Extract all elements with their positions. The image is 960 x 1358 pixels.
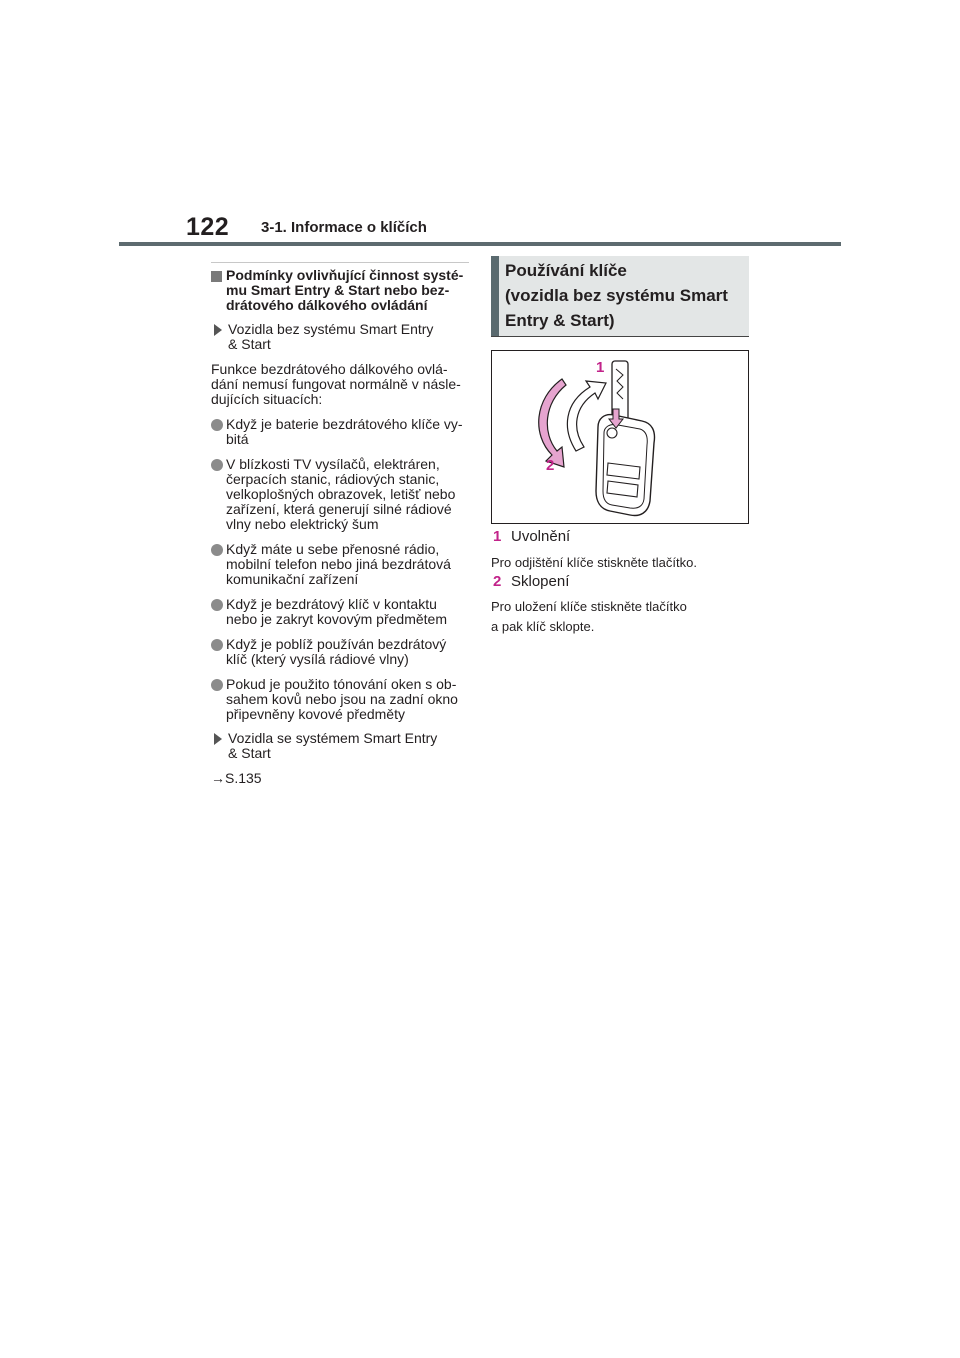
heading-line: Entry & Start)	[505, 311, 615, 330]
text-line: mobilní telefon nebo jiná bezdrátová	[226, 556, 451, 572]
vehicle-type-label	[228, 322, 433, 352]
step-2-description	[491, 597, 751, 637]
list-item	[211, 637, 469, 667]
text-line: V blízkosti TV vysílačů, elektráren,	[226, 456, 440, 472]
list-item-text	[226, 677, 458, 722]
vehicle-type-with-smart-entry	[211, 731, 469, 761]
text-line: klíč (který vysílá rádiové vlny)	[226, 651, 409, 667]
text-line: připevněny kovové předměty	[226, 706, 405, 722]
text-line: & Start	[228, 745, 271, 761]
text-line: Vozidla se systémem Smart Entry	[228, 730, 438, 746]
heading-line: drátového dálkového ovládání	[226, 297, 428, 313]
text-line: Když máte u sebe přenosné rádio,	[226, 541, 440, 557]
text-line: dujících situacích:	[211, 391, 323, 407]
text-line: komunikační zařízení	[226, 571, 359, 587]
key-usage-heading	[491, 256, 749, 337]
intro-paragraph	[211, 362, 469, 407]
text-line: vlny nebo elektrický šum	[226, 516, 379, 532]
heading-line: Používání klíče	[505, 261, 627, 280]
page-reference-link[interactable]: →S.135	[211, 770, 262, 786]
circle-bullet-icon	[211, 419, 223, 431]
conditions-heading	[211, 268, 469, 313]
text-line: Pokud je použito tónování oken s ob-	[226, 676, 457, 692]
square-bullet-icon	[211, 271, 222, 282]
text-line: Když je bezdrátový klíč v kontaktu	[226, 596, 437, 612]
text-line: velkoplošných obrazovek, letišť nebo	[226, 486, 456, 502]
list-item	[211, 542, 469, 587]
heading-accent-bar	[491, 256, 499, 336]
text-line: bitá	[226, 431, 249, 447]
text-line: Když je baterie bezdrátového klíče vy-	[226, 416, 463, 432]
list-item-text	[226, 417, 463, 447]
vehicle-type-without-smart-entry	[211, 322, 469, 352]
circle-bullet-icon	[211, 544, 223, 556]
text-line: Funkce bezdrátového dálkového ovlá-	[211, 361, 448, 377]
heading-line: Podmínky ovlivňující činnost systé-	[226, 267, 464, 283]
list-item-text	[226, 597, 447, 627]
circle-bullet-icon	[211, 679, 223, 691]
step-1	[493, 528, 570, 545]
list-item	[211, 597, 469, 627]
text-line: Vozidla bez systému Smart Entry	[228, 321, 434, 337]
list-item-text	[226, 457, 455, 532]
heading-line: (vozidla bez systému Smart	[505, 286, 728, 305]
list-item-text	[226, 542, 451, 587]
text-line: a pak klíč sklopte.	[491, 619, 595, 634]
figure-label-2: 2	[546, 457, 555, 474]
step-title: Sklopení	[511, 573, 570, 590]
list-item	[211, 417, 469, 447]
list-item	[211, 457, 469, 532]
conditions-heading-text	[226, 268, 463, 313]
page-number: 122	[186, 213, 230, 241]
text-line: sahem kovů nebo jsou na zadní okno	[226, 691, 458, 707]
step-number: 1	[493, 528, 502, 545]
heading-line: mu Smart Entry & Start nebo bez-	[226, 282, 450, 298]
text-line: Pro odjištění klíče stiskněte tlačítko.	[491, 555, 697, 570]
circle-bullet-icon	[211, 459, 223, 471]
vehicle-type-label	[228, 731, 437, 761]
text-line: zařízení, která generují silné rádiové	[226, 501, 452, 517]
section-title: 3-1. Informace o klíčích	[261, 219, 427, 236]
fold-arrow-icon	[539, 379, 566, 467]
flip-key-illustration	[491, 350, 749, 524]
text-line: Pro uložení klíče stiskněte tlačítko	[491, 599, 687, 614]
text-line: čerpacích stanic, rádiových stanic,	[226, 471, 440, 487]
step-title: Uvolnění	[511, 528, 571, 545]
text-line: dání nemusí fungovat normálně v násle-	[211, 376, 461, 392]
flip-key-svg	[492, 351, 748, 523]
header-rule	[119, 242, 841, 246]
text-line: & Start	[228, 336, 271, 352]
step-number: 2	[493, 573, 502, 590]
circle-bullet-icon	[211, 639, 223, 651]
left-column	[211, 262, 469, 786]
triangle-bullet-icon	[214, 324, 222, 336]
list-item	[211, 677, 469, 722]
circle-bullet-icon	[211, 599, 223, 611]
triangle-bullet-icon	[214, 733, 222, 745]
section-divider	[211, 262, 469, 263]
step-1-description	[491, 553, 751, 573]
figure-label-1: 1	[596, 359, 605, 376]
step-2	[493, 573, 569, 590]
list-item-text	[226, 637, 446, 667]
text-line: Když je poblíž používán bezdrátový	[226, 636, 447, 652]
release-button	[607, 428, 617, 438]
text-line: nebo je zakryt kovovým předmětem	[226, 611, 447, 627]
key-usage-heading-text	[505, 258, 745, 333]
